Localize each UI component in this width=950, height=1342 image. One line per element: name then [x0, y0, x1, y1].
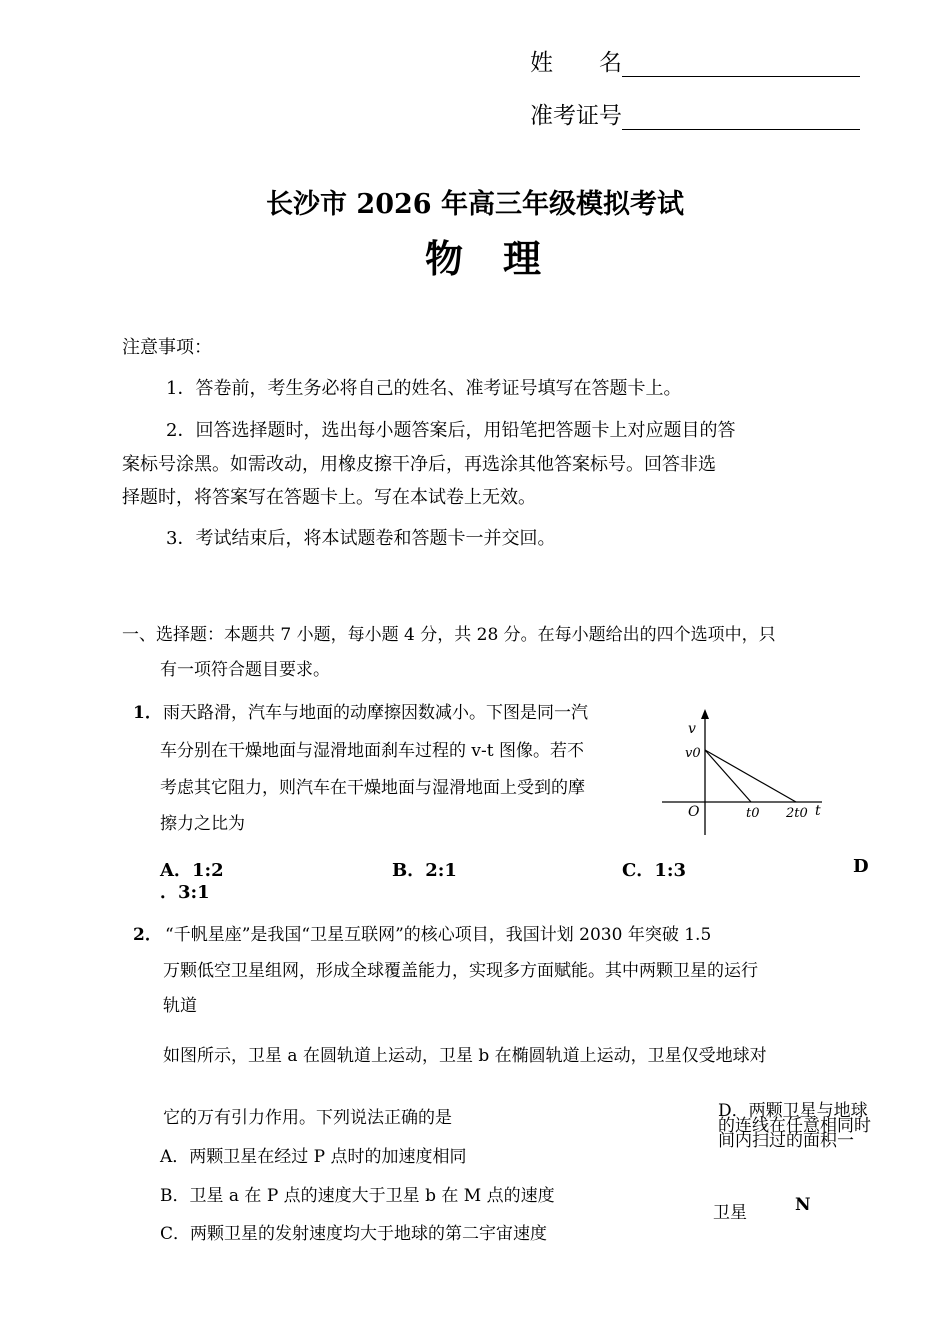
notice-item-1: 1．答卷前，考生务必将自己的姓名、准考证号填写在答题卡上。	[166, 378, 682, 399]
v0-label: v0	[685, 746, 701, 761]
notice-item-2-line-3: 择题时，将答案写在答题卡上。写在本试卷上无效。	[122, 487, 536, 508]
q1-line-1: 雨天路滑，汽车与地面的动摩擦因数减小。下图是同一汽	[163, 703, 588, 723]
q2-line-2: 万颗低空卫星组网，形成全球覆盖能力，实现多方面赋能。其中两颗卫星的运行	[163, 961, 758, 981]
q1-vt-graph	[650, 705, 845, 840]
dry-road-line	[705, 750, 751, 802]
subject-title: 物理	[425, 236, 582, 281]
q1-line-4: 擦力之比为	[160, 814, 245, 834]
q2-line-5: 它的万有引力作用。下列说法正确的是	[163, 1108, 452, 1128]
q2-figure-label-satellite: 卫星	[713, 1203, 747, 1223]
q2-line-3: 轨道	[163, 996, 197, 1016]
q1-option-d-tail[interactable]: ．3:1	[160, 882, 210, 903]
2t0-label: 2t0	[786, 806, 808, 821]
q1-line-2: 车分别在干燥地面与湿滑地面刹车过程的 v-t 图像。若不	[160, 741, 584, 761]
notice-heading: 注意事项：	[122, 337, 212, 358]
origin-label: O	[688, 804, 700, 820]
section-1-line-2: 有一项符合题目要求。	[160, 660, 330, 680]
v-axis-arrow-icon	[701, 709, 709, 719]
q2-option-c[interactable]: C．两颗卫星的发射速度均大于地球的第二宇宙速度	[160, 1224, 548, 1244]
exam-title: 长沙市 2026 年高三年级模拟考试	[266, 189, 684, 220]
v-axis-label: v	[688, 721, 696, 737]
q2-option-a[interactable]: A．两颗卫星在经过 P 点时的加速度相同	[160, 1147, 467, 1167]
name-blank	[622, 54, 860, 77]
t-axis-label: t	[815, 803, 821, 819]
q2-line-1: “千帆星座”是我国“卫星互联网”的核心项目，我国计划 2030 年突破 1.5	[165, 925, 712, 945]
q1-option-d-head[interactable]: D	[853, 856, 869, 877]
exam-id-label: 准考证号	[530, 103, 622, 129]
notice-item-2-line-2: 案标号涂黑。如需改动，用橡皮擦干净后，再选涂其他答案标号。回答非选	[122, 454, 716, 475]
q2-number: 2．	[133, 925, 162, 945]
q1-line-3: 考虑其它阻力，则汽车在干燥地面与湿滑地面上受到的摩	[160, 778, 585, 798]
t0-label: t0	[746, 806, 760, 821]
q1-option-c[interactable]: C．1:3	[622, 860, 687, 881]
q2-option-d[interactable]: D．两颗卫星与地球的连线在任意相同时间内扫过的面积一	[718, 1101, 871, 1151]
q1-number: 1．	[133, 703, 162, 723]
name-label: 姓 名	[530, 50, 622, 76]
q1-option-b[interactable]: B．2:1	[392, 860, 457, 881]
q2-line-4: 如图所示，卫星 a 在圆轨道上运动，卫星 b 在椭圆轨道上运动，卫星仅受地球对	[163, 1046, 767, 1066]
wet-road-line	[705, 750, 796, 802]
notice-item-2-line-1: 2．回答选择题时，选出每小题答案后，用铅笔把答题卡上对应题目的答	[166, 420, 736, 441]
section-1-line-1: 一、选择题：本题共 7 小题，每小题 4 分，共 28 分。在每小题给出的四个选项中，只	[122, 625, 776, 645]
q2-figure-label-n: N	[795, 1195, 811, 1215]
name-field-row	[530, 44, 860, 77]
exam-id-field-row	[530, 97, 860, 130]
exam-id-blank	[622, 107, 860, 130]
q1-option-a[interactable]: A．1:2	[160, 860, 224, 881]
notice-item-3: 3．考试结束后，将本试题卷和答题卡一并交回。	[166, 528, 556, 549]
q2-option-b[interactable]: B．卫星 a 在 P 点的速度大于卫星 b 在 M 点的速度	[160, 1186, 555, 1206]
